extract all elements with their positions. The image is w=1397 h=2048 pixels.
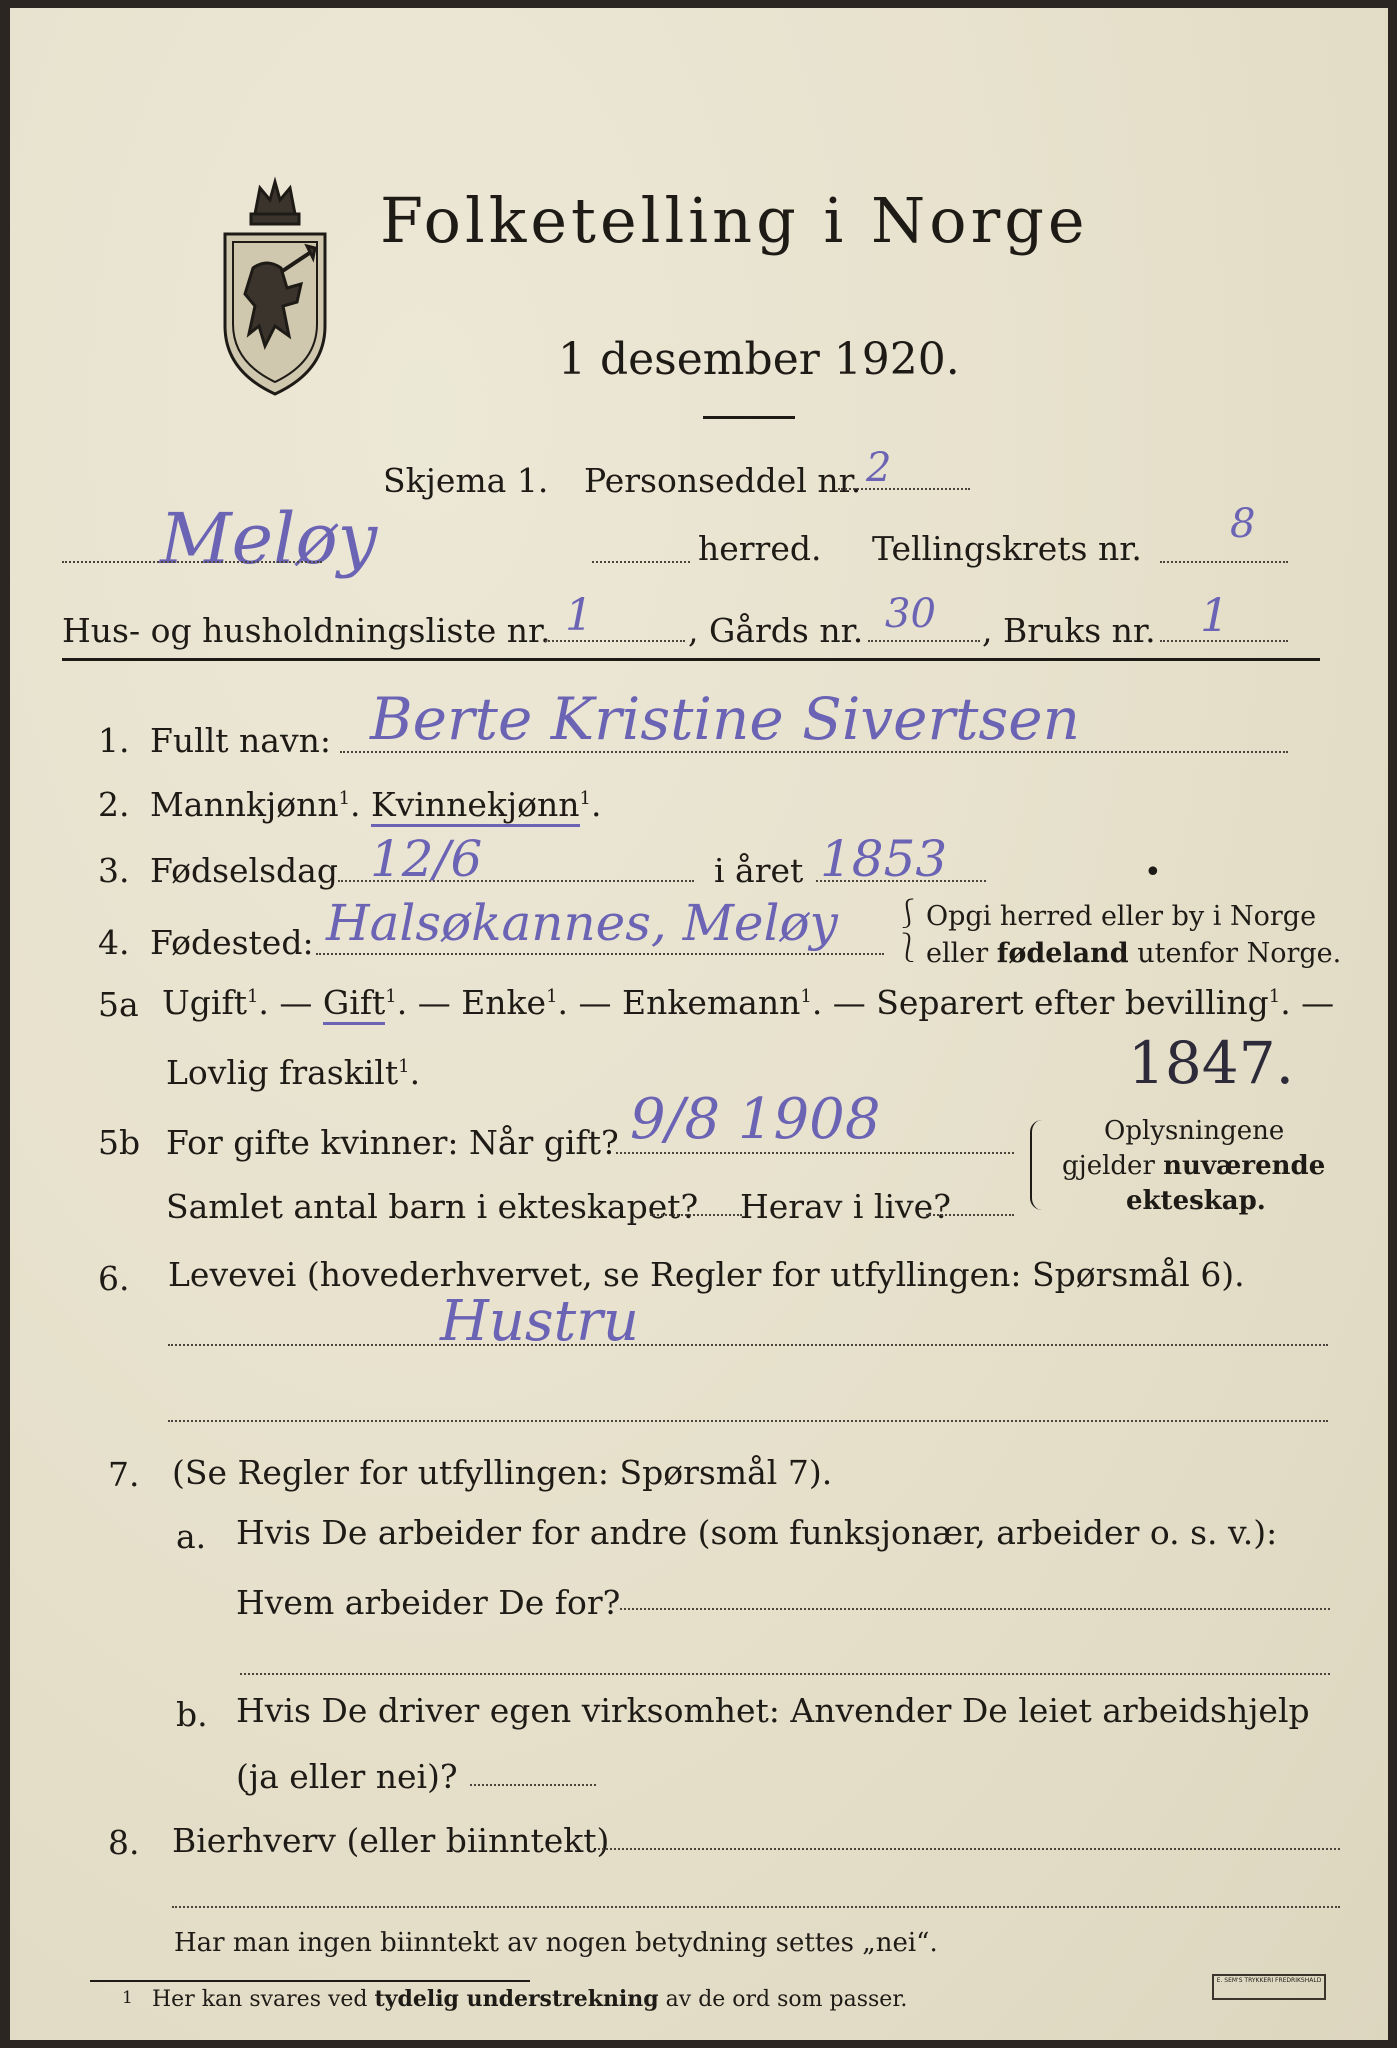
- marital-status-options: Ugift$^1$. — Gift$^1$. — Enke$^1$. — Enkemann$^1$. — Separert efter bevilling$^1$. —: [162, 986, 1334, 1019]
- q7a-letter: a.: [176, 1517, 207, 1556]
- footnote-text: Her kan svares ved tydelig understrekning av de ord som passer.: [152, 1986, 908, 2012]
- herred-field-right[interactable]: [592, 561, 690, 563]
- gards-field[interactable]: [868, 640, 980, 642]
- children-total-field[interactable]: [650, 1214, 742, 1216]
- personseddel-field[interactable]: [838, 488, 970, 490]
- gards-value: 30: [885, 591, 936, 637]
- title-rule: [703, 416, 795, 419]
- q5b-label3: Herav i live?: [740, 1187, 951, 1226]
- bruks-value: 1: [1200, 588, 1230, 642]
- occupation-field[interactable]: [168, 1344, 1328, 1346]
- personseddel-label: Personseddel nr.: [584, 461, 862, 500]
- birthplace-field[interactable]: [316, 953, 884, 955]
- q4-note-line1: Opgi herred eller by i Norge: [926, 901, 1317, 932]
- q1-label: Fullt navn:: [150, 721, 331, 760]
- census-form-sheet: [10, 8, 1388, 2040]
- bruks-label: , Bruks nr.: [982, 611, 1156, 650]
- printer-stamp: E. SEM'S TRYKKERI FREDRIKSHALD: [1212, 1974, 1326, 2000]
- q8-label: Bierhverv (eller biinntekt): [172, 1821, 610, 1860]
- skjema-label: Skjema 1.: [383, 461, 549, 500]
- footnote-marker: 1: [122, 1988, 133, 2008]
- q6-label: Levevei (hovederhvervet, se Regler for utfyllingen: Spørsmål 6).: [168, 1255, 1245, 1294]
- gards-label: , Gårds nr.: [688, 611, 864, 650]
- norway-coat-of-arms-icon: [215, 176, 335, 398]
- herred-field-left[interactable]: [62, 561, 322, 563]
- footnote-rule: [90, 1980, 530, 1982]
- no-income-note: Har man ingen biinntekt av nogen betydning settes „nei“.: [174, 1928, 938, 1958]
- q4-number: 4.: [98, 923, 130, 962]
- q8-number: 8.: [108, 1823, 140, 1862]
- q4-note-brace: ⎰: [894, 897, 923, 930]
- ugift-option[interactable]: Ugift: [162, 983, 247, 1022]
- q7a-question: Hvem arbeider De for?: [236, 1583, 621, 1622]
- q7b-letter: b.: [176, 1695, 208, 1734]
- q5a-number: 5a: [98, 985, 139, 1024]
- q5b-label1: For gifte kvinner: Når gift?: [166, 1123, 619, 1162]
- birthplace-value: Halsøkannes, Meløy: [326, 894, 838, 952]
- q5b-note-line2: gjelder nuværende: [1062, 1151, 1326, 1181]
- q1-number: 1.: [98, 721, 130, 760]
- q4-note-brace-lower: ⎱: [894, 931, 923, 964]
- side-income-field[interactable]: [598, 1848, 1340, 1850]
- q7-number: 7.: [108, 1455, 140, 1494]
- q7a-text: Hvis De arbeider for andre (som funksjonær, arbeider o. s. v.):: [236, 1513, 1278, 1552]
- employer-field[interactable]: [620, 1608, 1330, 1610]
- hired-help-field[interactable]: [470, 1784, 596, 1786]
- q4-label: Fødested:: [150, 923, 314, 962]
- married-date-field[interactable]: [616, 1152, 1014, 1154]
- tellingskrets-value: 8: [1230, 501, 1256, 547]
- q3-number: 3.: [98, 851, 130, 890]
- herred-value: Meløy: [160, 498, 378, 580]
- fraskilt-option[interactable]: Lovlig fraskilt$^1$.: [166, 1053, 421, 1092]
- header-divider: [62, 658, 1320, 661]
- q4-note-line2: eller fødeland utenfor Norge.: [926, 938, 1342, 969]
- gift-option[interactable]: Gift: [323, 983, 385, 1025]
- children-alive-field[interactable]: [926, 1214, 1014, 1216]
- tellingskrets-label: Tellingskrets nr.: [872, 529, 1142, 568]
- herred-label: herred.: [698, 529, 822, 568]
- q3-label: Fødselsdag: [150, 851, 338, 890]
- female-option[interactable]: Kvinnekjønn: [371, 785, 580, 827]
- sex-options: Mannkjønn$^1$. Kvinnekjønn$^1$.: [150, 788, 601, 821]
- married-date-value: 9/8 1908: [630, 1087, 881, 1152]
- form-date: 1 desember 1920.: [558, 334, 960, 385]
- q6-number: 6.: [98, 1259, 130, 1298]
- q5b-note-line3: ekteskap.: [1126, 1186, 1266, 1216]
- full-name-value: Berte Kristine Sivertsen: [370, 685, 1080, 753]
- q5b-note-line1: Oplysningene: [1104, 1116, 1285, 1146]
- q7b-text: Hvis De driver egen virksomhet: Anvender De leiet arbeidshjelp: [236, 1691, 1310, 1730]
- male-option[interactable]: Mannkjønn: [150, 785, 339, 824]
- q2-number: 2.: [98, 785, 130, 824]
- occupation-field-2[interactable]: [168, 1420, 1328, 1422]
- employer-field-2[interactable]: [240, 1673, 1330, 1675]
- hus-label: Hus- og husholdningsliste nr.: [62, 611, 551, 650]
- q5b-note-brace: [1030, 1120, 1046, 1210]
- hus-value: 1: [565, 590, 593, 641]
- birthday-value: 12/6: [370, 830, 483, 888]
- margin-note-1847: 1847.: [1128, 1029, 1295, 1097]
- form-title: Folketelling i Norge: [380, 184, 1089, 257]
- birth-year-value: 1853: [820, 830, 948, 888]
- q7b-question: (ja eller nei)?: [236, 1757, 458, 1796]
- q7-label: (Se Regler for utfyllingen: Spørsmål 7).: [172, 1453, 833, 1492]
- q3-year-label: i året: [714, 851, 804, 890]
- q3-dot: •: [1144, 855, 1162, 890]
- tellingskrets-field[interactable]: [1160, 561, 1288, 563]
- q5b-number: 5b: [98, 1123, 141, 1162]
- q5b-label2: Samlet antal barn i ekteskapet?: [166, 1187, 699, 1226]
- occupation-value: Hustru: [440, 1289, 639, 1354]
- personseddel-value: 2: [866, 445, 892, 491]
- side-income-field-2[interactable]: [172, 1906, 1340, 1908]
